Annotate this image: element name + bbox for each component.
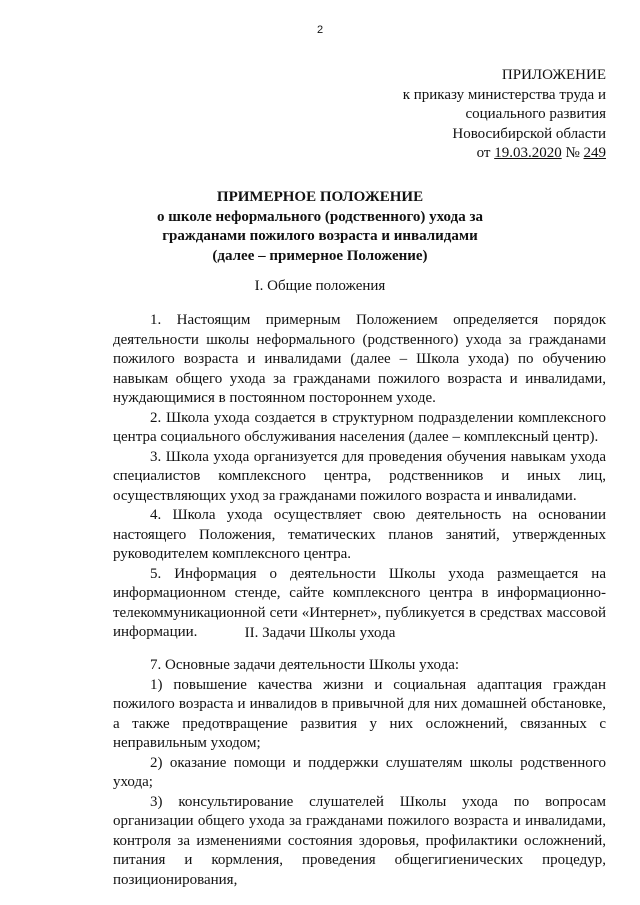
title-line-1: ПРИМЕРНОЕ ПОЛОЖЕНИЕ: [216, 189, 424, 205]
date-prefix: от: [476, 145, 495, 161]
appendix-line-2: к приказу министерства труда и: [402, 86, 606, 103]
appendix-block: [403, 66, 606, 164]
appendix-line-1: ПРИЛОЖЕНИЕ: [501, 67, 606, 83]
section-1-heading: I. Общие положения: [254, 278, 386, 294]
order-number: 249: [583, 145, 606, 161]
paragraph-2: 2. Школа ухода создается в структурном подразделении комплексного центра социального обслуживания населения (далее – комплексный центр).: [113, 409, 606, 445]
task-item-3: 3) консультирование слушателей Школы ухода по вопросам организации общего ухода за гражданами пожилого возраста и инвалидами, контроля за изменениями состояния здоровья, профилактики осложнений, питания и кормления, проведения общегигиенических процедур, позиционирования,: [113, 793, 606, 888]
paragraph-7: 7. Основные задачи деятельности Школы ухода:: [150, 657, 460, 673]
title-line-4: (далее – примерное Положение): [212, 247, 428, 264]
document-title: [80, 188, 560, 266]
appendix-line-3: социального развития: [465, 106, 606, 122]
task-item-2: 2) оказание помощи и поддержки слушателям школы родственного ухода;: [113, 754, 606, 790]
appendix-line-4: Новосибирской области: [452, 125, 606, 142]
title-line-3: гражданами пожилого возраста и инвалидами: [162, 228, 478, 244]
paragraph-4: 4. Школа ухода осуществляет свою деятельность на основании настоящего Положения, тематических планов занятий, утвержденных руководителем комплексного центра.: [113, 507, 606, 562]
number-sign: №: [561, 145, 584, 161]
page-number: 2: [316, 24, 324, 36]
paragraph-1: 1. Настоящим примерным Положением определяется порядок деятельности школы неформального (родственного) ухода за гражданами пожилого возраста и инвалидами (далее – Школа ухода) по обучению навыкам общего ухода за гражданами пожилого возраста и инвалидами, нуждающимися в постоянном постороннем уходе.: [113, 312, 606, 406]
appendix-date-line: [403, 144, 606, 164]
section-2-body: [113, 656, 606, 890]
task-item-1: 1) повышение качества жизни и социальная адаптация граждан пожилого возраста и инвалидов в привычной для них домашней обстановке, а также предотвращение развития у них осложнений, связанных с неправильным уходом;: [113, 676, 606, 751]
order-date: 19.03.2020: [494, 145, 562, 161]
paragraph-5: 5. Информация о деятельности Школы ухода размещается на информационном стенде, сайте комплексного центра в информационно-телекоммуникационной сети «Интернет», публикуется в средствах массовой информации.: [113, 565, 606, 640]
title-line-2: о школе неформального (родственного) ухода за: [157, 208, 483, 225]
section-1-body: [113, 311, 606, 643]
section-2-heading: II. Задачи Школы ухода: [244, 625, 396, 641]
paragraph-3: 3. Школа ухода организуется для проведения обучения навыкам ухода специалистов комплексного центра, родственников и иных лиц, осуществляющих уход за гражданами пожилого возраста и инвалидами.: [113, 448, 606, 504]
